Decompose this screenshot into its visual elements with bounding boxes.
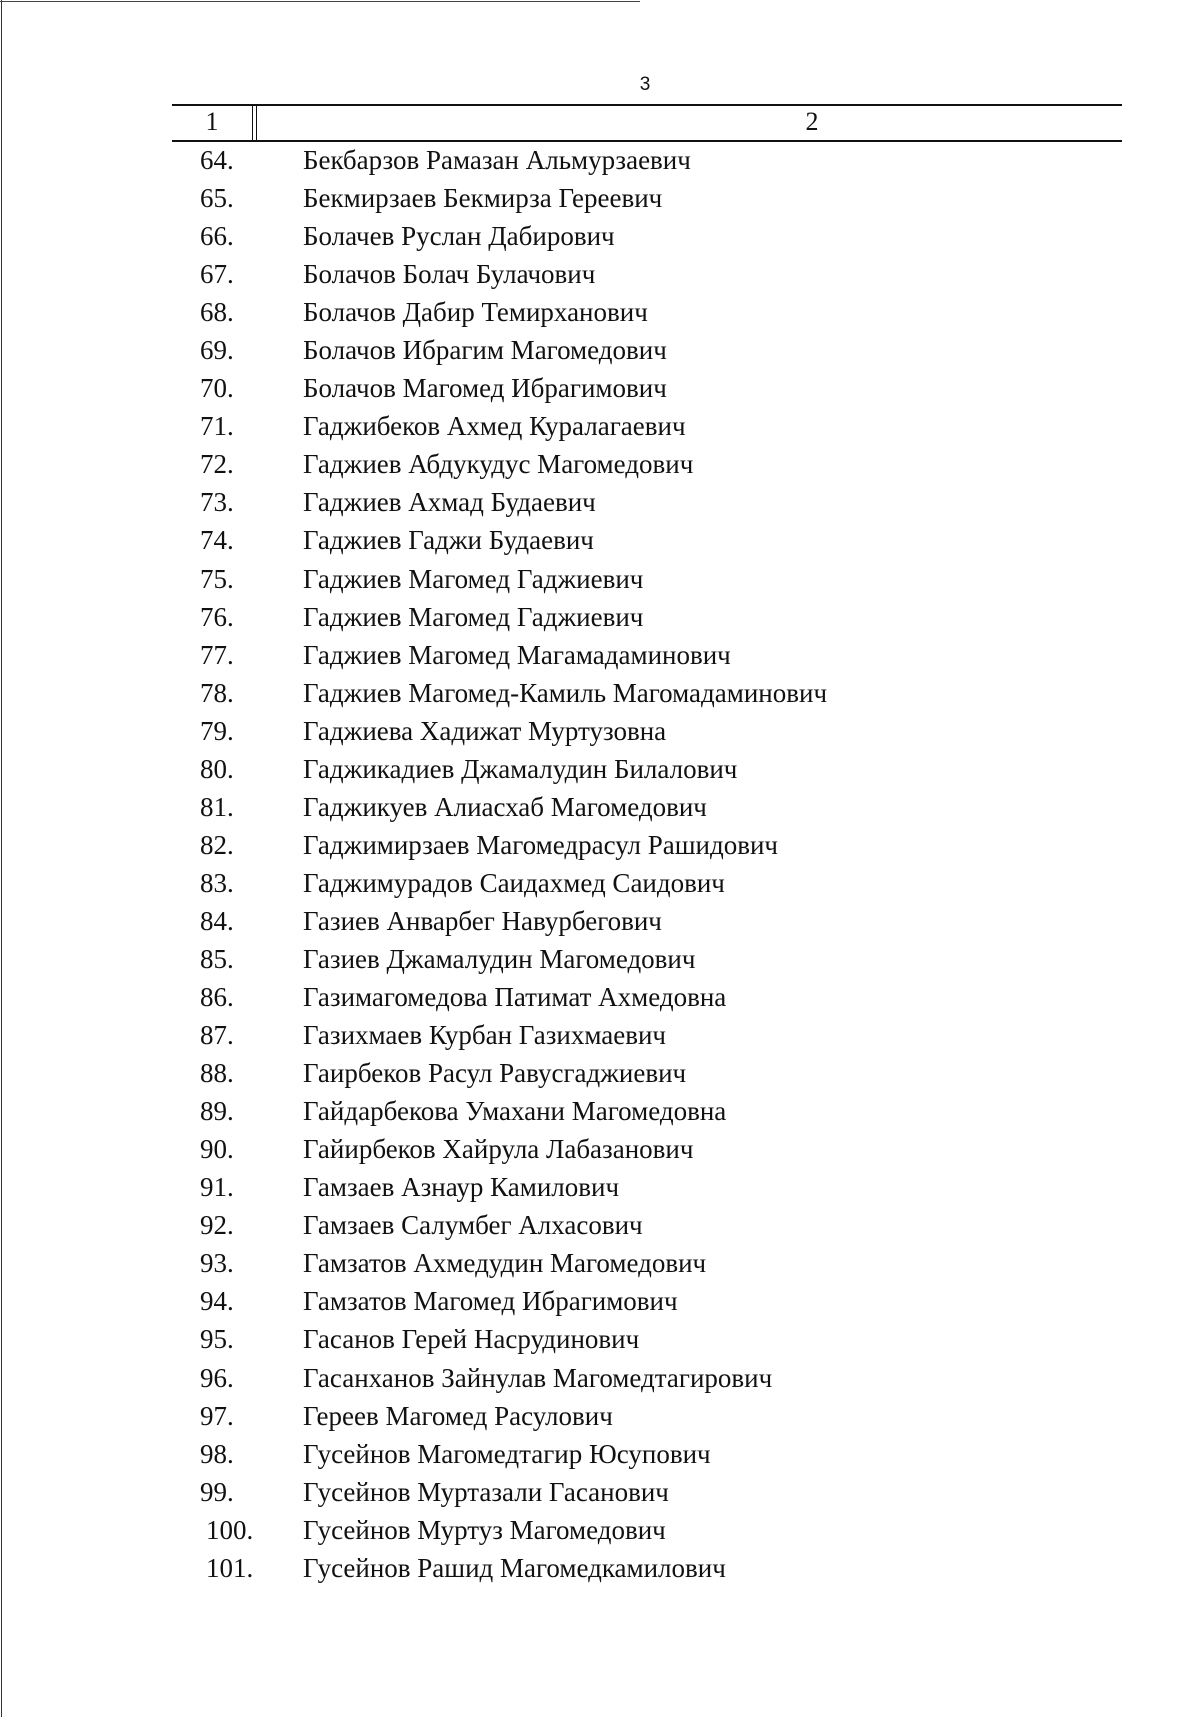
row-number: 68. [200,297,234,328]
row-number: 99. [200,1476,234,1507]
person-name: Газиев Анварбег Навурбегович [303,905,662,936]
list-item [0,902,1200,940]
person-name: Гусейнов Рашид Магомедкамилович [303,1552,726,1583]
list-item [0,864,1200,902]
person-name: Гаджимирзаев Магомедрасул Рашидович [303,829,778,860]
person-name: Гереев Магомед Расулович [303,1400,613,1431]
list-item [0,1092,1200,1130]
person-name: Болачев Руслан Дабирович [303,221,615,252]
list-item [0,1511,1200,1549]
row-number: 75. [200,563,234,594]
person-name: Гамзатов Ахмедудин Магомедович [303,1248,707,1279]
row-number: 73. [200,487,234,518]
header-column-1: 1 [205,107,219,136]
name-list [0,141,1200,1587]
header-divider [256,106,257,140]
list-item [0,788,1200,826]
list-item [0,598,1200,636]
list-item [0,1320,1200,1358]
person-name: Гусейнов Муртуз Магомедович [303,1514,666,1545]
row-number: 72. [200,449,234,480]
list-item [0,826,1200,864]
person-name: Гаджиева Хадижат Муртузовна [303,715,667,746]
person-name: Гаджиев Ахмад Будаевич [303,487,596,518]
list-item [0,1282,1200,1320]
row-number: 66. [200,221,234,252]
list-item [0,407,1200,445]
row-number: 64. [200,145,234,175]
list-item [0,1016,1200,1054]
list-item [0,331,1200,369]
row-number: 96. [200,1362,234,1393]
person-name: Болачов Болач Булачович [303,259,596,290]
row-number: 74. [200,525,234,556]
row-number: 78. [200,677,234,708]
person-name: Гаирбеков Расул Равусгаджиевич [303,1058,687,1089]
person-name: Бекбарзов Рамазан Альмурзаевич [303,145,691,175]
list-item [0,483,1200,521]
row-number: 88. [200,1058,234,1089]
person-name: Гаджиев Магомед Магамадаминович [303,639,731,670]
person-name: Гаджикуев Алиасхаб Магомедович [303,791,707,822]
person-name: Бекмирзаев Бекмирза Гереевич [303,183,663,214]
list-item [0,1244,1200,1282]
row-number: 86. [200,982,234,1013]
person-name: Гаджимурадов Саидахмед Саидович [303,867,725,898]
row-number: 87. [200,1020,234,1051]
page-number: 3 [639,74,651,95]
row-number: 92. [200,1210,234,1241]
row-number: 85. [200,943,234,974]
list-item [0,1359,1200,1397]
list-item [0,1130,1200,1168]
row-number: 69. [200,335,234,366]
person-name: Болачов Ибрагим Магомедович [303,335,667,366]
person-name: Гасанханов Зайнулав Магомедтагирович [303,1362,773,1393]
person-name: Гаджиев Магомед-Камиль Магомадаминович [303,677,828,708]
list-item [0,674,1200,712]
list-item [0,521,1200,559]
person-name: Гамзаев Салумбег Алхасович [303,1210,643,1241]
list-item [0,369,1200,407]
row-number: 93. [200,1248,234,1279]
row-number: 91. [200,1172,234,1203]
list-item [0,293,1200,331]
list-item [0,1473,1200,1511]
person-name: Гаджиев Абдукудус Магомедович [303,449,694,480]
row-number: 71. [200,411,234,442]
person-name: Гамзатов Магомед Ибрагимович [303,1286,678,1317]
row-number: 81. [200,791,234,822]
list-item [0,179,1200,217]
list-item [0,636,1200,674]
list-item [0,1549,1200,1587]
row-number: 83. [200,867,234,898]
table-header [172,104,1122,142]
person-name: Болачов Магомед Ибрагимович [303,373,667,404]
list-item [0,712,1200,750]
person-name: Гусейнов Муртазали Гасанович [303,1476,669,1507]
row-number: 95. [200,1324,234,1355]
person-name: Гайирбеков Хайрула Лабазанович [303,1134,694,1165]
person-name: Гаджиев Гаджи Будаевич [303,525,594,556]
row-number: 94. [200,1286,234,1317]
list-item [0,1206,1200,1244]
list-item [0,1054,1200,1092]
person-name: Гасанов Герей Насрудинович [303,1324,640,1355]
list-item [0,940,1200,978]
person-name: Газихмаев Курбан Газихмаевич [303,1020,666,1051]
row-number: 89. [200,1096,234,1127]
row-number: 82. [200,829,234,860]
row-number: 97. [200,1400,234,1431]
person-name: Газиев Джамалудин Магомедович [303,943,696,974]
row-number: 101. [206,1552,254,1583]
person-name: Болачов Дабир Темирханович [303,297,648,328]
list-item [0,750,1200,788]
row-number: 76. [200,601,234,632]
list-item [0,217,1200,255]
row-number: 98. [200,1438,234,1469]
row-number: 77. [200,639,234,670]
row-number: 80. [200,753,234,784]
row-number: 84. [200,905,234,936]
list-item [0,1168,1200,1206]
row-number: 67. [200,259,234,290]
row-number: 100. [206,1514,254,1545]
row-number: 70. [200,373,234,404]
list-item [0,1397,1200,1435]
person-name: Гамзаев Азнаур Камилович [303,1172,620,1203]
list-item [0,141,1200,179]
person-name: Газимагомедова Патимат Ахмедовна [303,982,727,1013]
row-number: 79. [200,715,234,746]
person-name: Гаджиев Магомед Гаджиевич [303,563,644,594]
row-number: 65. [200,183,234,214]
scan-edge-top [0,1,640,2]
header-divider [252,106,253,140]
person-name: Гайдарбекова Умахани Магомедовна [303,1096,727,1127]
person-name: Гусейнов Магомедтагир Юсупович [303,1438,711,1469]
list-item [0,255,1200,293]
list-item [0,1435,1200,1473]
list-item [0,978,1200,1016]
list-item [0,445,1200,483]
list-item [0,560,1200,598]
row-number: 90. [200,1134,234,1165]
person-name: Гаджибеков Ахмед Куралагаевич [303,411,686,442]
header-column-2: 2 [805,107,819,136]
person-name: Гаджикадиев Джамалудин Билалович [303,753,738,784]
person-name: Гаджиев Магомед Гаджиевич [303,601,644,632]
